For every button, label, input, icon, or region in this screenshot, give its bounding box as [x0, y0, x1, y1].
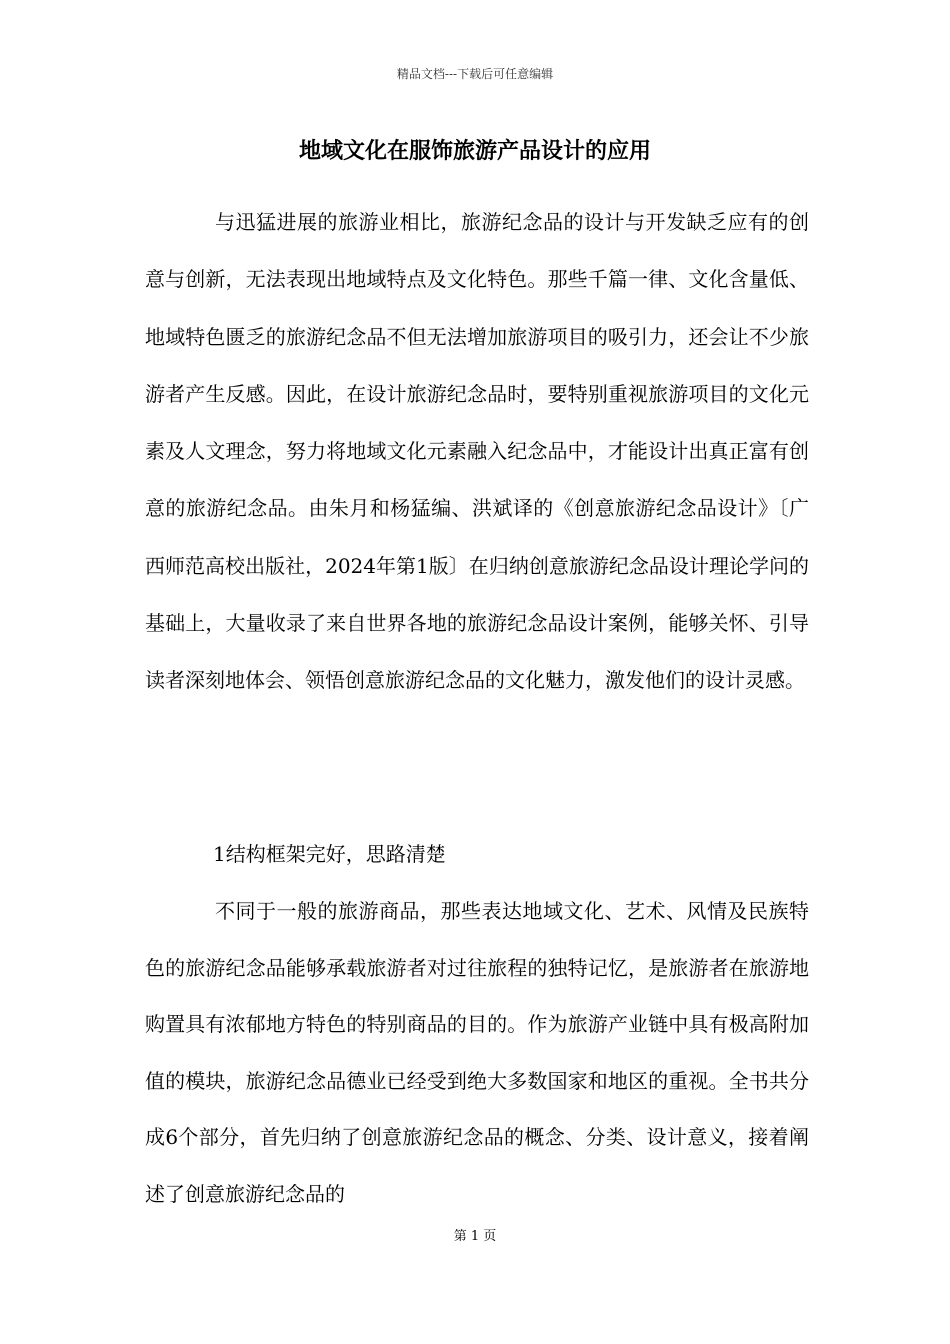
body-paragraph-section-1: 不同于一般的旅游商品，那些表达地域文化、艺术、风情及民族特色的旅游纪念品能够承载旅游者对过往旅程的独特记忆，是旅游者在旅游地购置具有浓郁地方特色的特别商品的目的。作为旅游产业链中具有极高附加值的模块，旅游纪念品德业已经受到绝大多数国家和地区的重视。全书共分成6个部分，首先归纳了创意旅游纪念品的概念、分类、设计意义，接着阐述了创意旅游纪念品的: [145, 899, 809, 1206]
document-title: 地域文化在服饰旅游产品设计的应用: [298, 138, 651, 164]
page-number-footer: 第 1 页: [453, 1229, 497, 1244]
section-heading: 1结构框架完好，思路清楚: [213, 842, 446, 866]
body-paragraph-intro: 与迅猛进展的旅游业相比，旅游纪念品的设计与开发缺乏应有的创意与创新，无法表现出地域特点及文化特色。那些千篇一律、文化含量低、地域特色匮乏的旅游纪念品不但无法增加旅游项目的吸引力，还会让不少旅游者产生反感。因此，在设计旅游纪念品时，要特别重视旅游项目的文化元素及人文理念，努力将地域文化元素融入纪念品中，才能设计出真正富有创意的旅游纪念品。由朱月和杨猛编、洪斌译的《创意旅游纪念品设计》〔广西师范高校出版社，2024年第1版〕在归纳创意旅游纪念品设计理论学问的基础上，大量收录了来自世界各地的旅游纪念品设计案例，能够关怀、引导读者深刻地体会、领悟创意旅游纪念品的文化魅力，激发他们的设计灵感。: [145, 210, 809, 693]
page-header: 精品文档---下载后可任意编辑: [396, 67, 554, 81]
